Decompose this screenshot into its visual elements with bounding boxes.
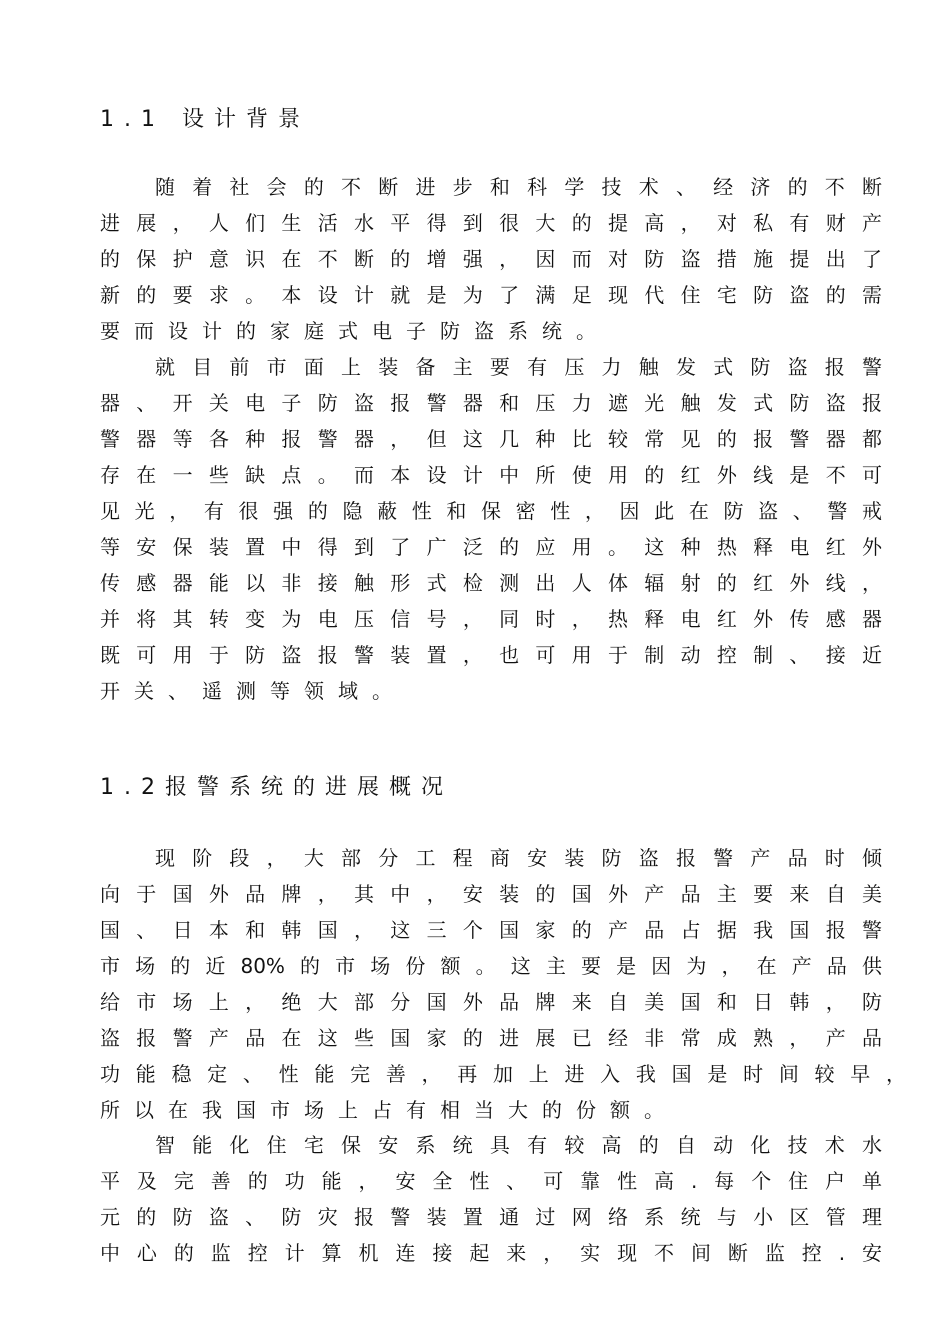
paragraph-line: 存在一些缺点。而本设计中所使用的红外线是不可 xyxy=(100,463,882,487)
paragraph-line: 现阶段，大部分工程商安装防盗报警产品时倾 xyxy=(155,846,882,870)
paragraph-line: 市场的近80%的市场份额。这主要是因为，在产品供 xyxy=(100,954,882,978)
paragraph-line: 要而设计的家庭式电子防盗系统。 xyxy=(100,319,610,343)
paragraph-line: 元的防盗、防灾报警装置通过网络系统与小区管理 xyxy=(100,1205,882,1229)
paragraph-line: 平及完善的功能，安全性、可靠性高.每个住户单 xyxy=(100,1169,882,1193)
paragraph-line: 见光，有很强的隐蔽性和保密性，因此在防盗、警戒 xyxy=(100,499,882,523)
paragraph-line: 新的要求。本设计就是为了满足现代住宅防盗的需 xyxy=(100,283,882,307)
paragraph-line: 就目前市面上装备主要有压力触发式防盗报警 xyxy=(155,355,882,379)
paragraph-line: 盗报警产品在这些国家的进展已经非常成熟，产品 xyxy=(100,1026,882,1050)
paragraph-line: 功能稳定、性能完善，再加上进入我国是时间较早， xyxy=(100,1062,906,1086)
paragraph-line: 向于国外品牌，其中，安装的国外产品主要来自美 xyxy=(100,882,882,906)
paragraph-line: 并将其转变为电压信号，同时，热释电红外传感器 xyxy=(100,607,882,631)
paragraph-line: 智能化住宅保安系统具有较高的自动化技术水 xyxy=(155,1133,882,1157)
paragraph-line: 传感器能以非接触形式检测出人体辐射的红外线， xyxy=(100,571,882,595)
paragraph-line: 等安保装置中得到了广泛的应用。这种热释电红外 xyxy=(100,535,882,559)
paragraph-line: 国、日本和韩国，这三个国家的产品占据我国报警 xyxy=(100,918,882,942)
paragraph-line: 中心的监控计算机连接起来，实现不间断监控.安 xyxy=(100,1241,882,1265)
paragraph-line: 给市场上，绝大部分国外品牌来自美国和日韩，防 xyxy=(100,990,882,1014)
paragraph-line: 的保护意识在不断的增强，因而对防盗措施提出了 xyxy=(100,247,882,271)
paragraph-line: 随着社会的不断进步和科学技术、经济的不断 xyxy=(155,175,882,199)
paragraph-line: 开关、遥测等领域。 xyxy=(100,679,406,703)
section-heading-1-1: 1.1 设计背景 xyxy=(100,107,310,132)
section-heading-1-2: 1.2报警系统的进展概况 xyxy=(100,775,453,800)
paragraph-line: 器、开关电子防盗报警器和压力遮光触发式防盗报 xyxy=(100,391,882,415)
paragraph-line: 进展，人们生活水平得到很大的提高，对私有财产 xyxy=(100,211,882,235)
paragraph-line: 所以在我国市场上占有相当大的份额。 xyxy=(100,1098,678,1122)
paragraph-line: 既可用于防盗报警装置，也可用于制动控制、接近 xyxy=(100,643,882,667)
paragraph-line: 警器等各种报警器，但这几种比较常见的报警器都 xyxy=(100,427,882,451)
